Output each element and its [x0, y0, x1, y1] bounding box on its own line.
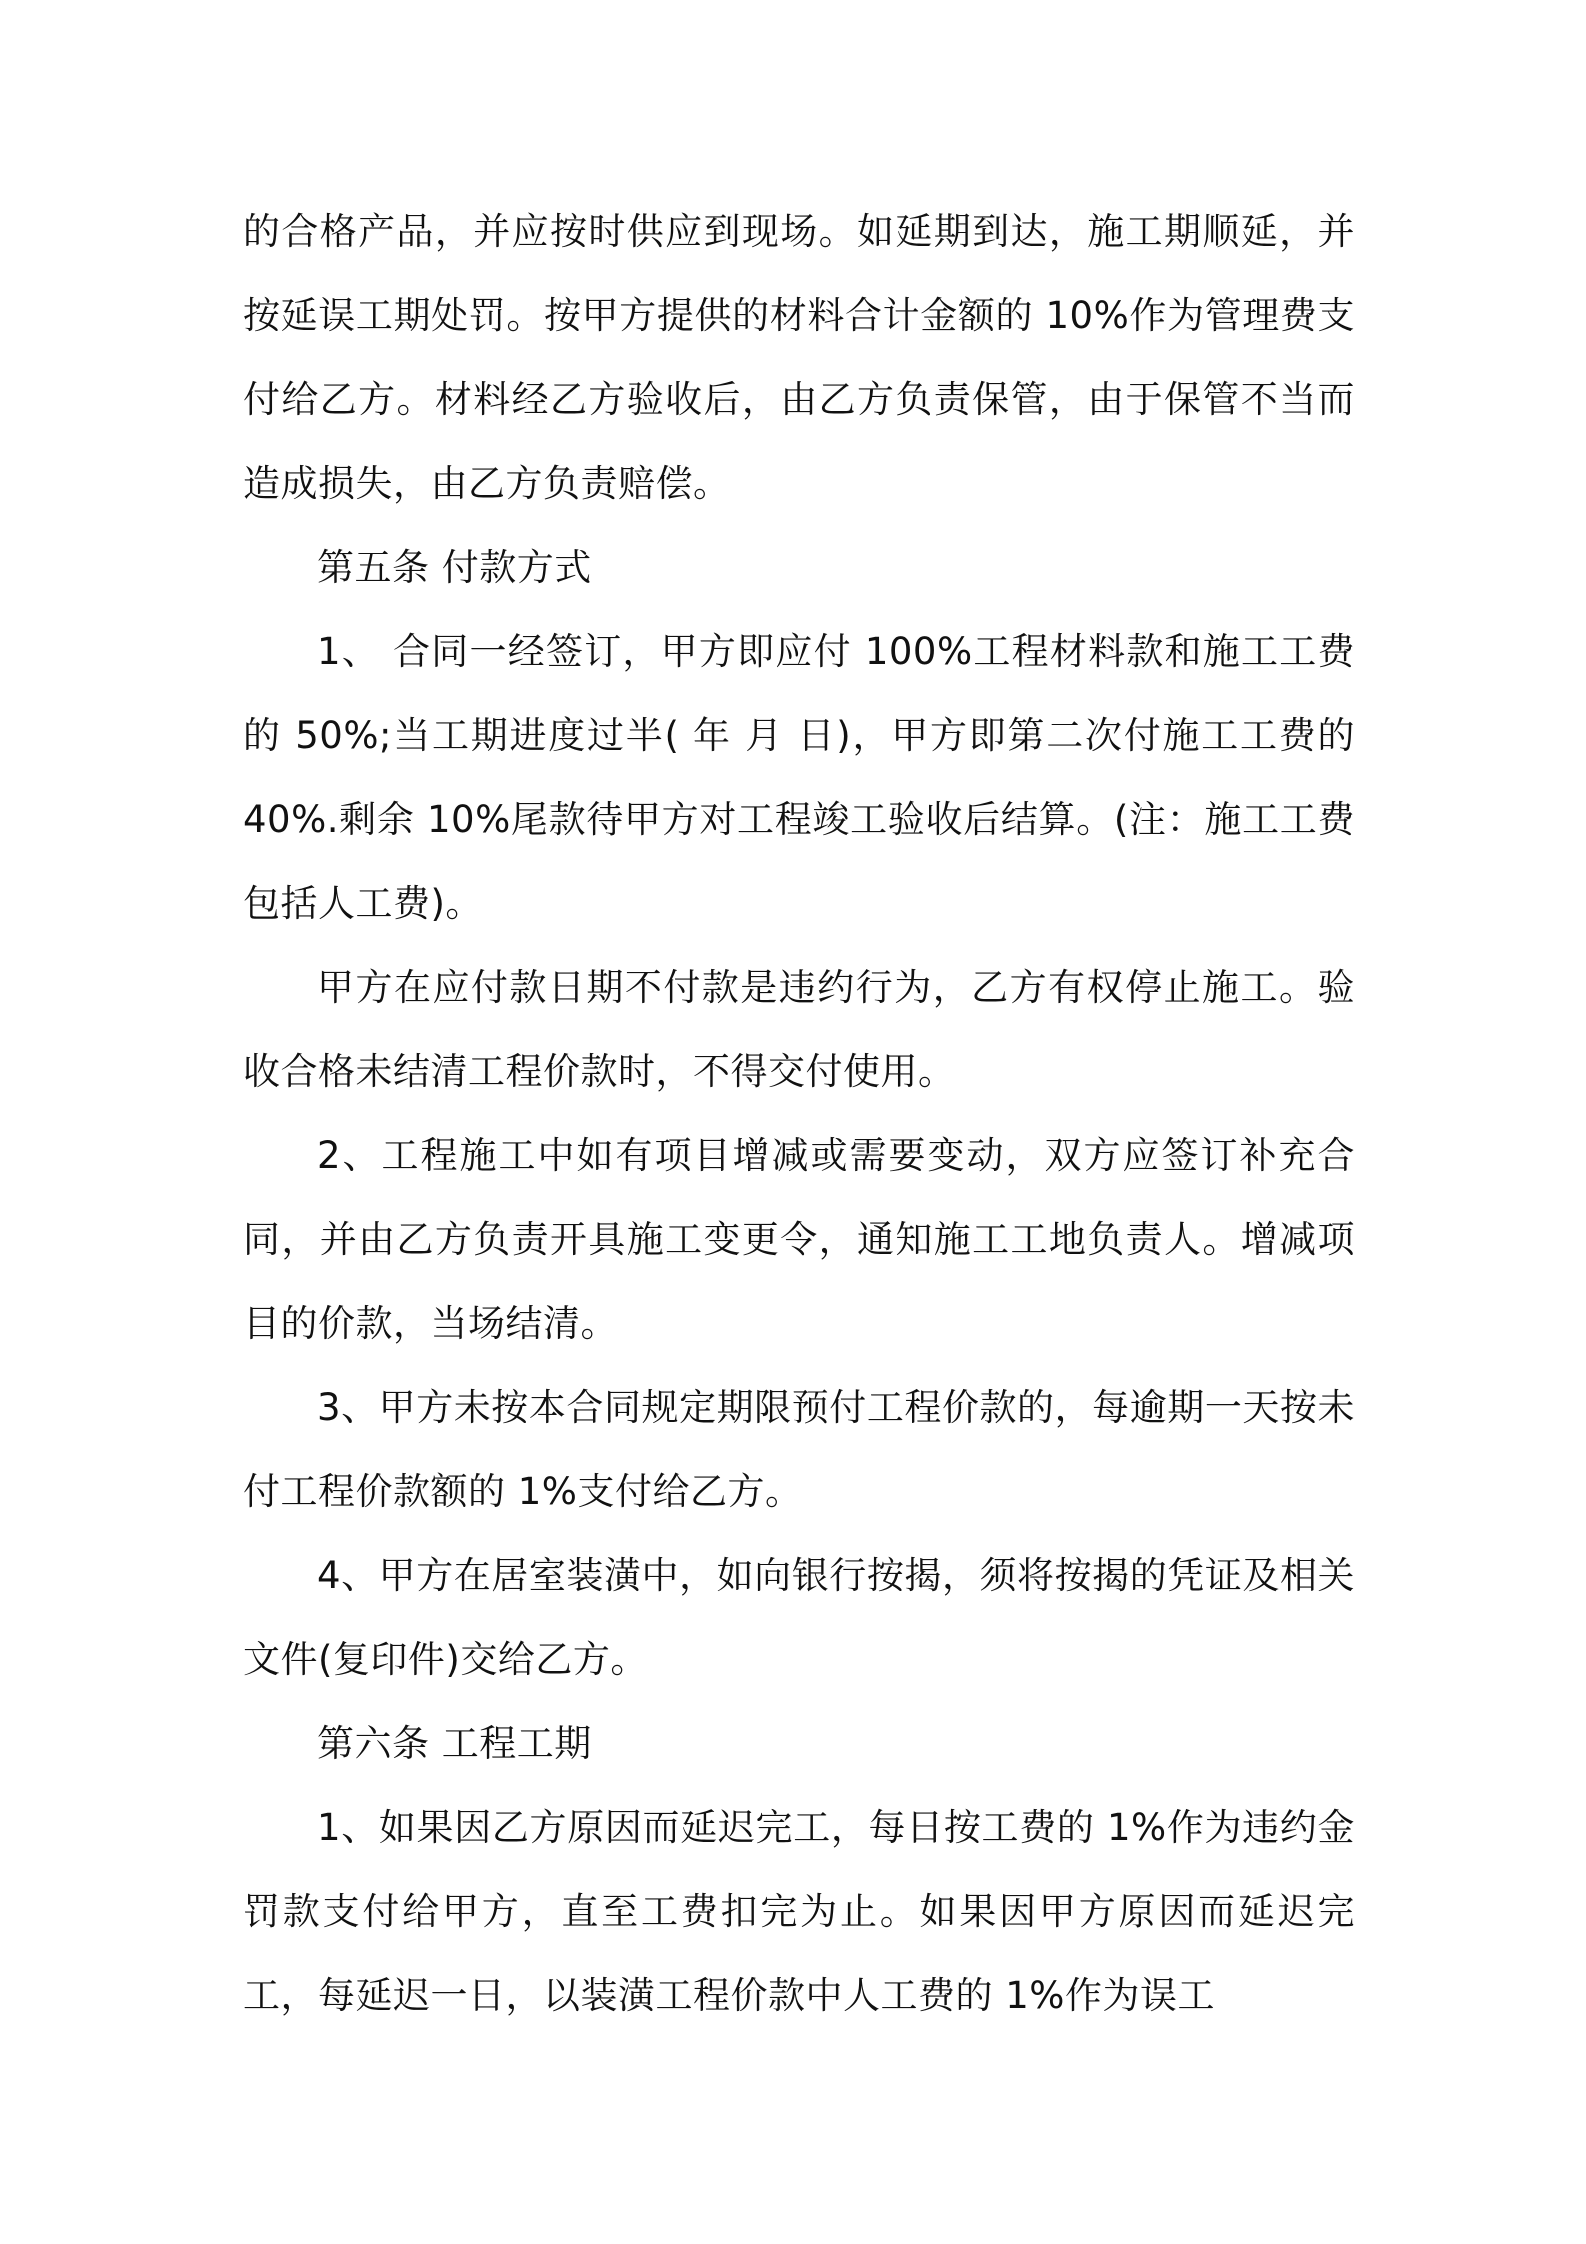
article-five-heading: 第五条 付款方式 — [317, 546, 592, 589]
paragraph-payment-1: 1、 合同一经签订，甲方即应付 100%工程材料款和施工工费的 50%;当工期进度过半( 年 月 日)，甲方即第二次付施工工费的 40%.剩余 10%尾款待甲方对工程竣工验收后结算。(注：施工工费包括人工费)。 — [243, 630, 1355, 925]
paragraph-materials-continued: 的合格产品，并应按时供应到现场。如延期到达，施工期顺延，并按延误工期处罚。按甲方提供的材料合计金额的 10%作为管理费支付给乙方。材料经乙方验收后，由乙方负责保管，由于保管不当而造成损失，由乙方负责赔偿。 — [243, 210, 1355, 505]
paragraph-payment-default: 甲方在应付款日期不付款是违约行为，乙方有权停止施工。验收合格未结清工程价款时，不得交付使用。 — [243, 966, 1355, 1093]
paragraph-payment-2: 2、工程施工中如有项目增减或需要变动，双方应签订补充合同，并由乙方负责开具施工变更令，通知施工工地负责人。增减项目的价款，当场结清。 — [243, 1134, 1355, 1345]
paragraph-payment-4: 4、甲方在居室装潢中，如向银行按揭，须将按揭的凭证及相关文件(复印件)交给乙方。 — [243, 1554, 1355, 1681]
paragraph-schedule-1: 1、如果因乙方原因而延迟完工，每日按工费的 1%作为违约金罚款支付给甲方，直至工费扣完为止。如果因甲方原因而延迟完工，每延迟一日，以装潢工程价款中人工费的 1%作为误工 — [243, 1806, 1355, 2017]
article-six-heading: 第六条 工程工期 — [317, 1722, 592, 1765]
document-body — [243, 190, 1355, 2038]
paragraph-payment-3: 3、甲方未按本合同规定期限预付工程价款的，每逾期一天按未付工程价款额的 1%支付给乙方。 — [243, 1386, 1355, 1513]
